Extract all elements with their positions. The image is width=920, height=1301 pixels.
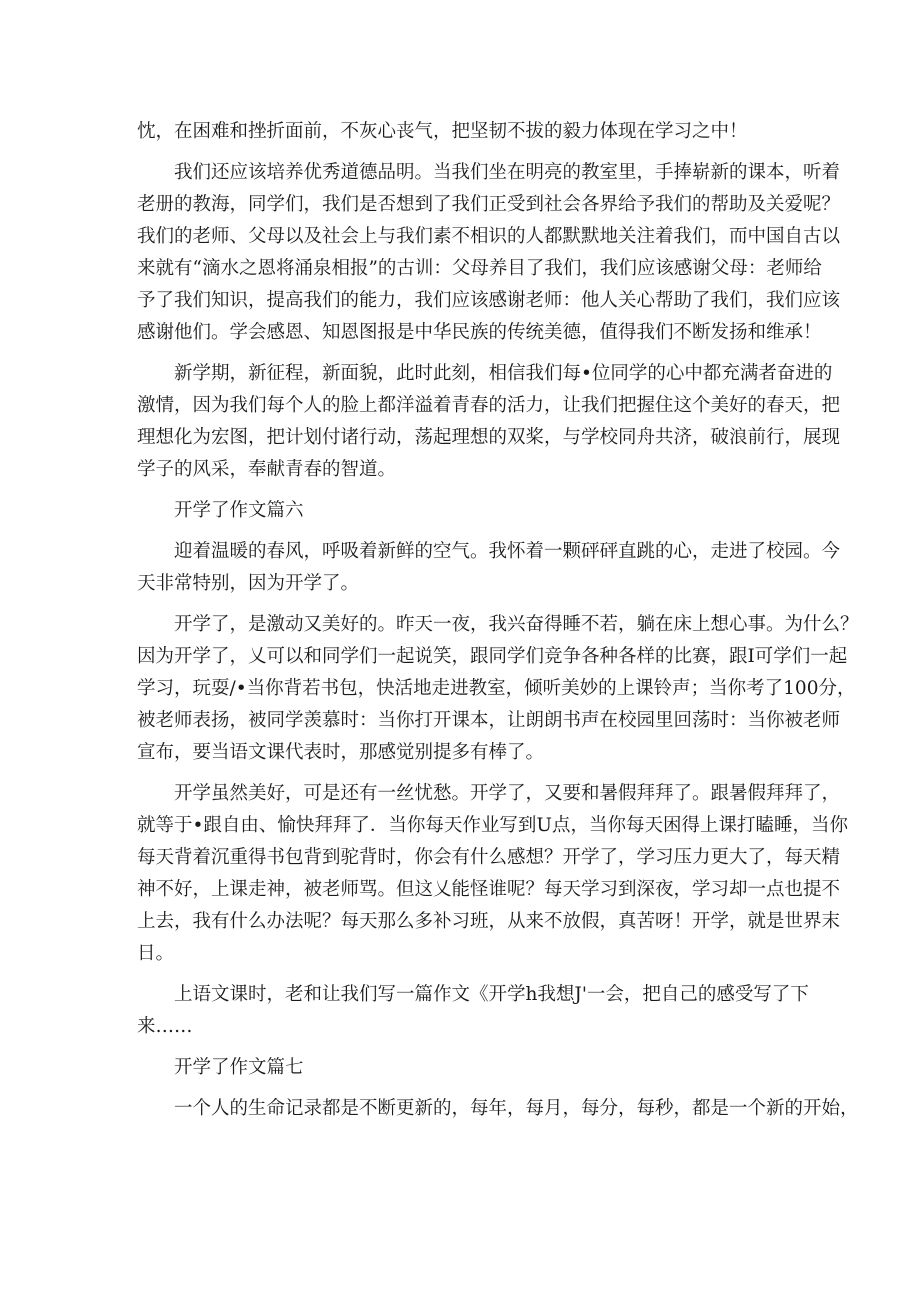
text-line: 就等于•跟自由、愉快拜拜了．当你每天作业写到U点，当你每天困得上课打瞌睡，当你 xyxy=(137,815,849,836)
text-line: 予了我们知识，提高我们的能力，我们应该感谢老师：他人关心帮助了我们，我们应该 xyxy=(137,290,841,311)
text-line: 感谢他们。学会感恩、知恩图报是中华民族的传统美德，值得我们不断发扬和维承！ xyxy=(137,322,822,343)
text-line: 宣布，要当语文课代表时，那感觉别提多有棒了。 xyxy=(137,742,545,763)
text-line: 我们的老师、父母以及社会上与我们素不相识的人都默默地关注着我们，而中国自古以 xyxy=(137,226,841,247)
text-line: 激情，因为我们每个人的脸上都洋溢着青春的活力，让我们把握住这个美好的春天，把 xyxy=(137,395,841,416)
text-line: 因为开学了，乂可以和同学们一起说笑，跟同学们竞争各种各样的比赛，跟I可学们一起 xyxy=(137,646,848,667)
text-line: 日。 xyxy=(137,943,175,964)
text-line: 开学了作文篇六 xyxy=(174,500,304,521)
text-line: 我们还应该培养优秀道德品明。当我们坐在明亮的教室里，手捧崭新的课本，听着 xyxy=(174,162,841,183)
text-line: 上语文课时，老和让我们写一篇作文《开学h我想J'一会，把自己的感受写了下 xyxy=(174,984,809,1005)
text-line: 学习，玩耍/•当你背若书包，快活地走进教室，倾听美妙的上课铃声；当你考了100分， xyxy=(137,678,856,699)
document-body xyxy=(137,116,859,1125)
text-line: 来就有“滴水之恩将涌泉相报”的古训：父母养目了我们，我们应该感谢父母：老师给 xyxy=(137,258,822,279)
text-line: 迎着温暖的春风，呼吸着新鲜的空气。我怀着一颗砰砰直跳的心，走进了校园。今 xyxy=(174,541,841,562)
text-line: 新学期，新征程，新面貌，此时此刻，相信我们每•位同学的心中都充满者奋进的 xyxy=(174,363,833,384)
text-line: 开学了作文篇七 xyxy=(174,1057,304,1078)
text-line: 被老师表扬，被同学羡慕时：当你打开课本，让朗朗书声在校园里回荡时：当你被老师 xyxy=(137,710,841,731)
text-line: 天非常特别，因为开学了。 xyxy=(137,573,360,594)
text-line: 理想化为宏图，把计划付诸行动，荡起理想的双桨，与学校同舟共济，破浪前行，展现 xyxy=(137,427,841,448)
text-line: 开学了，是激动又美好的。昨天一夜，我兴奋得睡不若，躺在床上想心事。为什么？ xyxy=(174,614,859,635)
text-line: 学子的风采，奉献青春的智道。 xyxy=(137,459,397,480)
text-line: 老册的教海，同学们，我们是否想到了我们正受到社会各界给予我们的帮助及关爱呢？ xyxy=(137,194,841,215)
text-line: 每天背着沉重得书包背到驼背时，你会有什么感想？开学了，学习压力更大了，每天精 xyxy=(137,847,841,868)
text-line: 来…… xyxy=(137,1016,193,1037)
text-line: 一个人的生命记录都是不断更新的，每年，每月，每分，每秒，都是一个新的开始， xyxy=(174,1098,859,1119)
text-line: 上去，我有什么办法呢？每天那么多补习班，从来不放假，真苦呀！开学，就是世界末 xyxy=(137,911,841,932)
text-line: 开学虽然美好，可是还有一丝忧愁。开学了，又要和暑假拜拜了。跟暑假拜拜了， xyxy=(174,783,841,804)
text-line: 忱，在困难和挫折面前，不灰心丧气，把坚韧不拔的毅力体现在学习之中！ xyxy=(137,121,748,142)
text-line: 神不好，上课走神，被老师骂。但这乂能怪谁呢？每天学习到深夜，学习却一点也提不 xyxy=(137,879,841,900)
